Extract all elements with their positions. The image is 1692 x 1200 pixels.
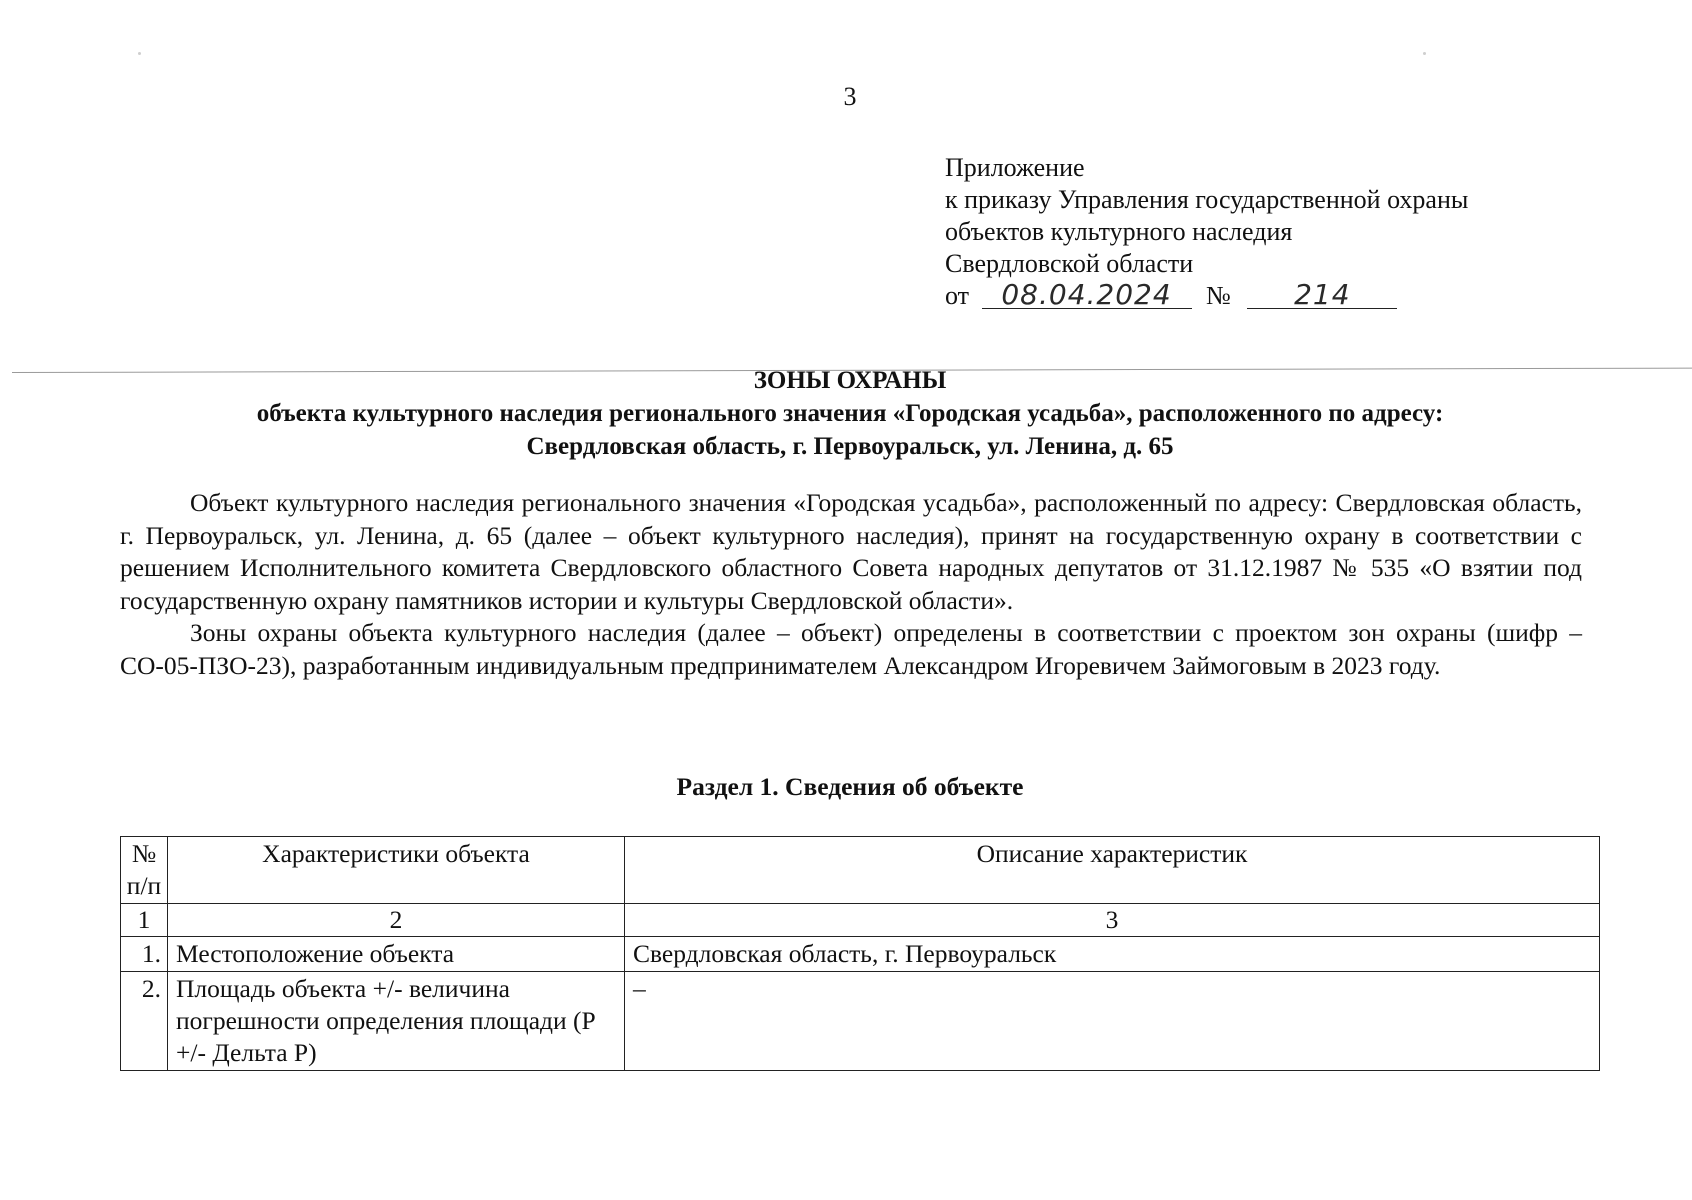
page-number: 3 [843, 82, 857, 111]
header-cell-description: Описание характеристик [625, 837, 1600, 904]
appendix-line: объектов культурного наследия [945, 217, 1293, 246]
order-date-line [945, 280, 1468, 312]
title-line-1: ЗОНЫ ОХРАНЫ [753, 367, 947, 394]
paragraph: Зоны охраны объекта культурного наследия (далее – объект) определены в соответствии с проектом зон охраны (шифр – СО-05-ПЗО-23), разработанным индивидуальным предпринимателем Александром Игоревичем Займоговым в 2023 году. [120, 618, 1582, 680]
header-cell-characteristic: Характеристики объекта [168, 837, 625, 904]
column-number-cell: 1 [121, 904, 168, 937]
document-title [80, 364, 1620, 463]
row-number-cell: 2. [121, 972, 168, 1071]
scan-artifact [1423, 52, 1426, 55]
section-heading: Раздел 1. Сведения об объекте [676, 772, 1024, 801]
scan-artifact [138, 52, 141, 55]
table-header-row [121, 837, 1600, 904]
description-cell: Свердловская область, г. Первоуральск [625, 937, 1600, 972]
number-sign: № [1206, 281, 1231, 310]
column-number-cell: 3 [625, 904, 1600, 937]
date-prefix: от [945, 281, 970, 310]
handwritten-number: 214 [1247, 282, 1397, 309]
body-text [120, 487, 1582, 682]
handwritten-date: 08.04.2024 [982, 282, 1192, 309]
row-number-cell: 1. [121, 937, 168, 972]
title-line-2: объекта культурного наследия регионального значения «Городская усадьба», расположенного по адресу: [256, 400, 1444, 427]
appendix-line: к приказу Управления государственной охраны [945, 185, 1469, 214]
description-cell: – [625, 972, 1600, 1071]
object-info-table [120, 836, 1600, 1071]
header-cell-number: № п/п [121, 837, 168, 904]
column-number-row [121, 904, 1600, 937]
characteristic-cell: Площадь объекта +/- величина погрешности определения площади (Р +/- Дельта Р) [168, 972, 625, 1071]
title-line-3: Свердловская область, г. Первоуральск, ул. Ленина, д. 65 [526, 433, 1174, 460]
table-row [121, 937, 1600, 972]
paragraph: Объект культурного наследия регионального значения «Городская усадьба», расположенный по адресу: Свердловская область, г. Первоуральск, ул. Ленина, д. 65 (далее – объект культурного наследия), принят на государственную охрану в соответствии с решением Исполнительного комитета Свердловского областного Совета народных депутатов от 31.12.1987 № 535 «О взятии под государственную охрану памятников истории и культуры Свердловской области». [120, 488, 1582, 615]
appendix-block [945, 152, 1468, 312]
characteristic-cell: Местоположение объекта [168, 937, 625, 972]
table-row [121, 972, 1600, 1071]
appendix-line: Приложение [945, 153, 1085, 182]
appendix-line: Свердловской области [945, 249, 1194, 278]
column-number-cell: 2 [168, 904, 625, 937]
